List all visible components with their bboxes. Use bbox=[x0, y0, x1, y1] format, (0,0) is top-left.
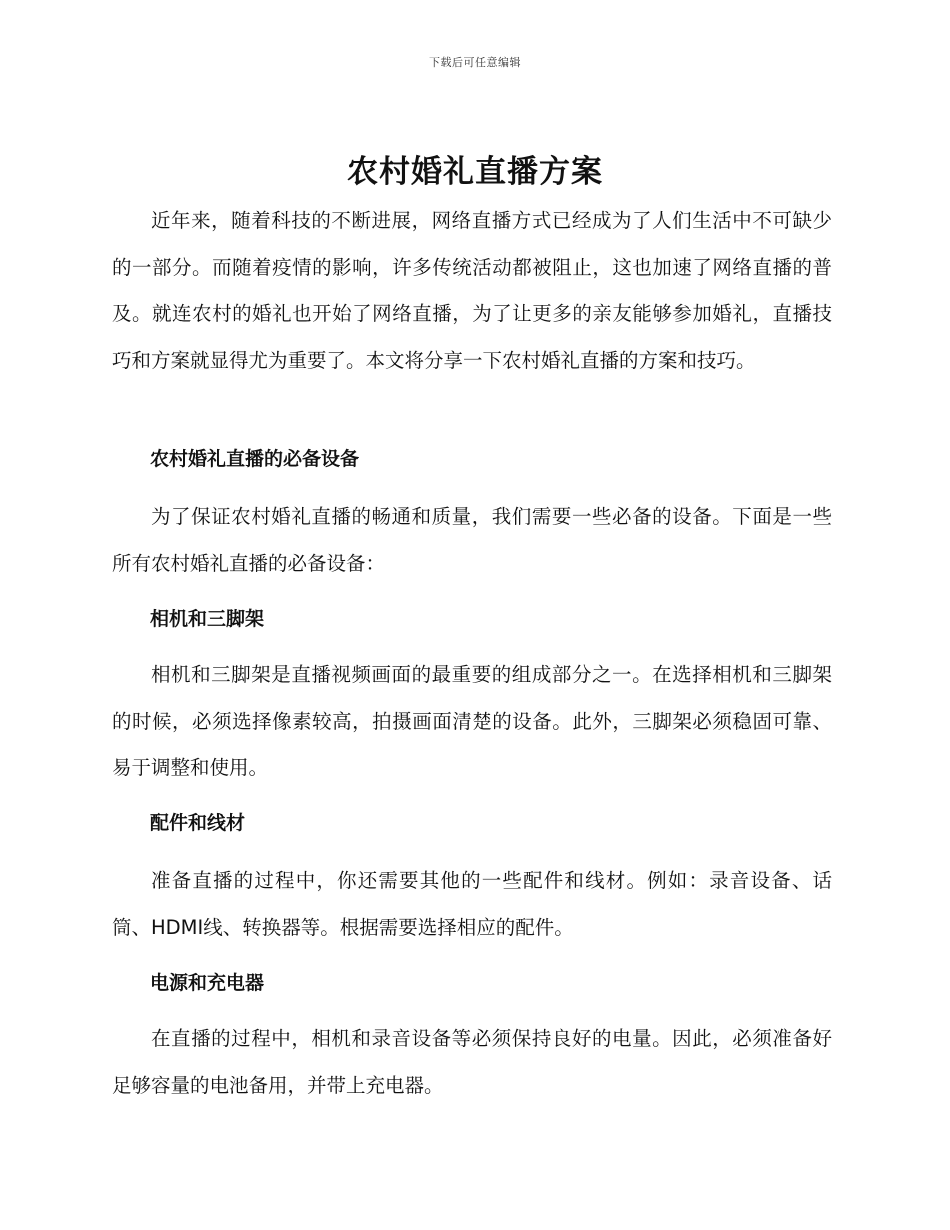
power-paragraph: 在直播的过程中，相机和录音设备等必须保持良好的电量。因此，必须准备好足够容量的电池备用，并带上充电器。 bbox=[112, 1027, 832, 1097]
accessories-paragraph: 准备直播的过程中，你还需要其他的一些配件和线材。例如：录音设备、话筒、HDMI线、转换器等。根据需要选择相应的配件。 bbox=[112, 869, 832, 939]
camera-section bbox=[112, 652, 832, 792]
camera-paragraph: 相机和三脚架是直播视频画面的最重要的组成部分之一。在选择相机和三脚架的时候，必须选择像素较高，拍摄画面清楚的设备。此外，三脚架必须稳固可靠、易于调整和使用。 bbox=[112, 663, 832, 779]
accessories-heading-block bbox=[112, 800, 832, 847]
accessories-section bbox=[112, 858, 832, 951]
power-heading: 电源和充电器 bbox=[150, 972, 265, 994]
intro-section bbox=[112, 198, 832, 384]
intro-paragraph: 近年来，随着科技的不断进展，网络直播方式已经成为了人们生活中不可缺少的一部分。而随着疫情的影响，许多传统活动都被阻止，这也加速了网络直播的普及。就连农村的婚礼也开始了网络直播，为了让更多的亲友能够参加婚礼，直播技巧和方案就显得尤为重要了。本文将分享一下农村婚礼直播的方案和技巧。 bbox=[112, 209, 832, 372]
power-heading-block bbox=[112, 960, 832, 1007]
equipment-paragraph: 为了保证农村婚礼直播的畅通和质量，我们需要一些必备的设备。下面是一些所有农村婚礼直播的必备设备： bbox=[112, 505, 832, 575]
power-section bbox=[112, 1016, 832, 1109]
document-title: 农村婚礼直播方案 bbox=[347, 154, 603, 190]
camera-heading: 相机和三脚架 bbox=[150, 608, 265, 630]
header-note: 下载后可任意编辑 bbox=[429, 56, 521, 69]
equipment-heading-block bbox=[112, 436, 832, 483]
equipment-section bbox=[112, 494, 832, 587]
accessories-heading: 配件和线材 bbox=[150, 812, 246, 834]
equipment-heading: 农村婚礼直播的必备设备 bbox=[150, 448, 360, 470]
camera-heading-block bbox=[112, 596, 832, 643]
